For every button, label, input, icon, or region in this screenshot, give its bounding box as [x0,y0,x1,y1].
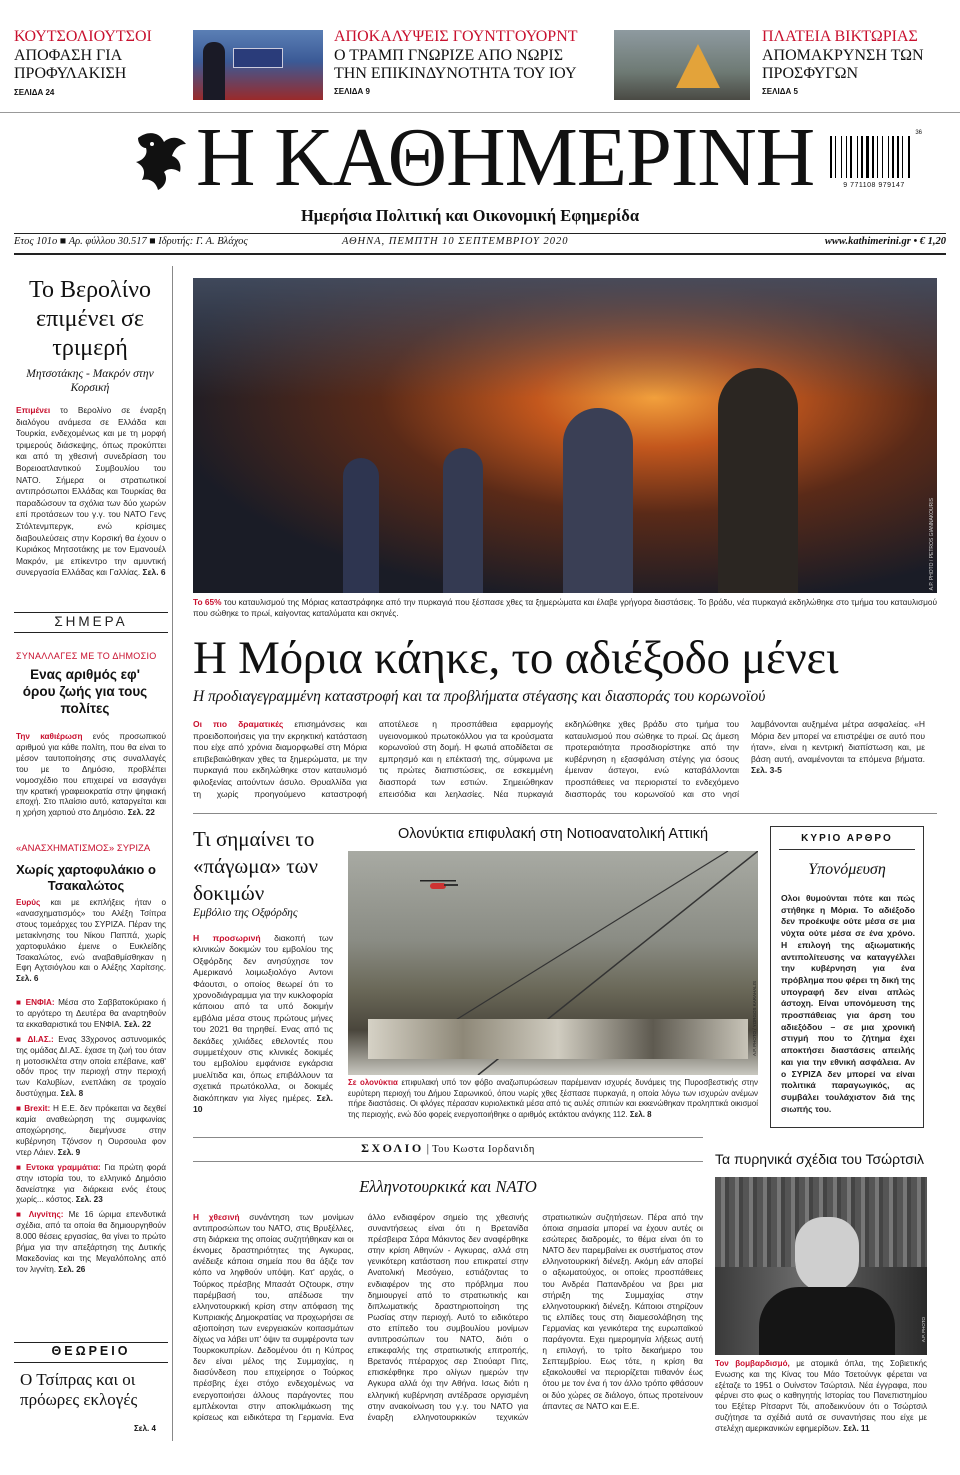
churchill-face [795,1217,859,1293]
brief-text: Η Ε.Ε. δεν πρόκειται να δεχθεί καμία αναθεώρηση της συμφωνίας αποχώρησης, διεμήνυσε στην κυβέρνηση Τζόνσον η Ουρσουλα φον ντερ Λάιεν. [16,1104,166,1157]
churchill-suit [759,1287,895,1355]
churchill-title: Τα πυρηνικά σχέδια του Τσώρτσιλ [715,1151,924,1167]
comment-rule-top [193,1137,703,1138]
brief-ref: Σελ. 9 [55,1147,81,1157]
podium-sign [233,48,283,68]
teaser-3[interactable] [762,28,952,104]
comment-text: συνάντηση των μονίμων αντιπροσώπων του ΝΑΤΟ, στις Βρυξέλλες, στη διάρκεια της οποίας συζητήθηκαν και οι έκνομες δραστηριότητες της Αγκυρας, ανέδειξε κάποια σημεία που θα άξιζε τον κόπο να ληφθούν υπόψη. Κατ' αρχάς, ο Τούρκος πρέσβης Μπασάτ Οζτουρκ, στην παρέμβασή του, απέδωσε την ελληνοτουρκική κρίση στην απόφαση της Κυπριακής Δημοκρατίας να προχωρήσει σε αξιοποίηση των ενεργειακών κοιτασμάτων δίχως να λάβει υπ' όψιν τα συμφέροντα των Τουρκοκυπρίων. Δεδομένου ότι η Κύπρος δεν είναι μέλος της Συμμαχίας, η διασύνδεση που επιχείρησε ο Τούρκος πρέσβης έχει στόχο ενδεχομένως να ενεργοποιήσει άλλους παράγοντες που εμπλέκονται στην αποκλιμάκωση της κρίσεως και ειδικότερα τη Γερμανία. Ενα άλλο ενδιαφέρον σημείο της χθεσινής συναντήσεως είναι ότι η Βρετανίδα πρέσβειρα Σάρα Μάκιντος δεν αναφέρθηκε στην κρίση Αθηνών - Αγκυρας, αλλά στη γενικότερη κατάσταση που επικρατεί στην Ανατολική Μεσόγειο, εστιάζοντας το ενδιαφέρον της στο πρόβλημα που δημιουργεί από το στρατιωτικής και διπλωματικής δραστηριοποίηση της Ρωσίας στην περιοχή. Αυτό το ειδικότερο στο επίπεδο του συμβουλίου μονίμων αντιπροσώπων του ΝΑΤΟ, διότι ο επικεφαλής της στρατιωτικής επιτροπής, Βρετανός πτέραρχος σερ Στιούαρτ Πιτς, επισκέφθηκε προ ολίγων ημερών την Αγκυρα αλλά όχι την Αθήνα. Ισως διότι η ελληνική κυβέρνηση αντέδρασε οργισμένη στην ανακοίνωση του γ.γ. του ΝΑΤΟ για έναρξη ελληνοτουρκικών τεχνικών στρατιωτικών συζητήσεων. Πέρα από την όποια σημασία μπορεί να έχουν αυτές οι εσώτερες διαδρομές, το θέμα είναι ότι το ΝΑΤΟ δεν παρεμβαίνει εκ συστήματος στον ελληνοτουρκική διένεξη. Ακόμη εάν αποβεί ο αξιωματούχος, οι οποίες προσπάθειες του Ανδρέα Παπανδρέου να βρει μια στήριξη της Συμμαχίας στην ελληνοτουρκική διένεξη. Κάποιοι στηρίζουν τις ελπίδες τους στη διαμεσολάβηση της Γερμανίας και γενικότερα της ευρωπαϊκού παράγοντα. Εχει ημερομηνία λήξεως αυτή η επιλογή, το τρίτο δεκαήμερο του Σεπτεμβρίου. Εως τότε, η κρίση θα εξακολουθεί να περιορίζεται πιθανόν έως ότου με τον ένα ή τον άλλο τρόπο φθάσουν οι δύο χώρες σε διάλογο, όπως προτείνουν άπαντες σε ΝΑΤΟ και Ε.Ε. [193,1212,703,1422]
attica-fire-photo [348,851,758,1075]
yellow-tent [676,44,720,88]
griffin-logo-icon [128,128,190,194]
barcode-bar [864,136,865,178]
comment-header [193,1141,703,1161]
teaser-page: ΣΕΛΙΔΑ 24 [14,88,55,97]
main-headline: Η Μόρια κάηκε, το αδιέξοδο μένει [193,632,839,684]
caption-lead: Το 65% [193,597,222,607]
editorial-box [770,826,924,1128]
editorial-label: ΚΥΡΙΟ ΑΡΘΡΟ [801,833,893,844]
comment-label: ΣΧΟΛΙΟ [361,1141,424,1155]
barcode-bar [846,136,847,178]
theory-rule-bottom [14,1362,168,1363]
barcode-bar [888,136,889,178]
s2-title: Χωρίς χαρτοφυλάκιο ο Τσακαλώτος [16,862,156,893]
bullet-icon: ■ [16,1034,28,1044]
fire-lead: Σε ολονύκτια [348,1078,398,1087]
barcode-bar [861,136,863,178]
barcode-bar [870,136,871,178]
s2-body [16,898,166,996]
theory-rule-top [14,1342,168,1343]
main-bottom-rule [193,813,937,814]
teaser-page: ΣΕΛΙΔΑ 5 [762,87,798,96]
teaser-2[interactable] [334,28,584,104]
theory-ref: Σελ. 4 [134,1424,156,1433]
barcode-bar [857,136,858,178]
teaser-kicker: ΠΛΑΤΕΙΑ ΒΙΚΤΩΡΙΑΣ [762,28,918,45]
brief-text: Μέσα στο Σαββατοκύριακο ή το αργότερο τη Δευτέρα θα αναρτηθούν τα εκκαθαριστικά του ΕΝΦΙΑ. [16,998,166,1029]
s1-kicker: ΣΥΝΑΛΛΑΓΕΣ ΜΕ ΤΟ ΔΗΜΟΣΙΟ [16,651,157,661]
refugee-figure [563,408,633,593]
refugees-square-photo [614,30,750,100]
main-subhead: Η προδιαγεγραμμένη καταστροφή και τα προβλήματα στέγασης και διασποράς του κορωνοϊού [193,688,766,705]
brief-ref: Σελ. 8 [58,1089,84,1099]
barcode-bar [892,136,894,178]
dateline-rule-top [14,233,946,234]
fire-caption-text: επιφυλακή υπό τον φόβο αναζωπυρώσεων παρέμειναν ισχυρές δυνάμεις της Πυροσβεστικής στην ευρύτερη περιοχή του Δήμου Σαρωνικού, όπου νωρίς χθες ξέσπασε πυρκαγιά, η οποία λόγω των ισχυρών ανέμων πήρε διαστάσεις. Οι φλόγες πέρασαν κυριολεκτικά μέσα από τις αυλές σπιτιών και εκκενώθηκαν προληπτικά οικισμοί της περιοχής, ενώ δύο φορείς ενεργοποιήθηκε ο αριθμός εκτάκτου ανάγκης 112. [348,1078,758,1119]
vaccine-ref: Σελ. 10 [193,1092,333,1115]
barcode-bar [902,136,903,178]
barcode-bar [900,136,901,178]
teaser-page: ΣΕΛΙΔΑ 9 [334,87,370,96]
barcode [826,132,922,194]
refugee-figure [343,458,379,593]
trump-rally-photo [193,30,323,100]
fire-ref: Σελ. 8 [627,1109,652,1119]
vaccine-lead: Η προσωρινή [193,933,261,943]
barcode-bar [895,136,896,178]
brief-item [16,1104,166,1159]
berlin-body [16,405,166,601]
brief-ref: Σελ. 22 [121,1019,152,1029]
bullet-icon: ■ [16,1162,26,1172]
churchill-photo [715,1177,927,1355]
brief-list [16,998,166,1336]
today-label: ΣΗΜΕΡΑ [54,614,128,629]
teaser-title: ΑΠΟΜΑΚΡΥΝΣΗ ΤΩΝ ΠΡΟΣΦΥΓΩΝ [762,47,924,82]
berlin-text: το Βερολίνο σε έναρξη διαλόγου ανάμεσα σε Ελλάδα και Τουρκία, ενδεχομένως και με τη μορφή τριμερούς διάσκεψης, όπως προκύπτει και από τη χθεσινή συνεδρίαση του Βορειοατλαντικού Συμβουλίου του ΝΑΤΟ. Σήμερα οι στρατιωτικοί αντιπρόσωποι Ελλάδας και Τουρκίας θα παραδώσουν τα σχόλια των δύο χωρών επί προτάσεων του γ.γ. του ΝΑΤΟ Γενς Στόλτενμπεργκ, ενώ κρίσιμες διαβουλεύσεις στην Κορσική θα έχουν ο Κυριάκος Μητσοτάκης με τον Εμανουέλ Μακρόν, με επίκεντρο την αμυντική συνεργασία Ελλάδας και Γαλλίας. [16,405,166,578]
berlin-lead: Επιμένει [16,405,51,415]
teaser-kicker: ΚΟΥΤΣΟΛΙΟΥΤΣΟΙ [14,28,152,45]
bullet-icon: ■ [16,998,26,1007]
brief-item [16,1163,166,1207]
barcode-bar [841,136,842,178]
barcode-number: 9 771108 979147 [843,182,905,189]
brief-lead: Εντοκα γραμμάτια: [25,1162,101,1172]
caption-text: του καταυλισμού της Μόριας καταστράφηκε από την πυρκαγιά που ξέσπασε χθες τα ξημερώματα και έλαβε γρήγορα διαστάσεις. Το βράδυ, νέα πυρκαγιά εκδηλώθηκε στο τμήμα του καταυλισμού που σώθηκε το πρωί, καίγοντας καταλύματα και σκηνές. [193,597,937,618]
s2-kicker: «ΑΝΑΣΧΗΜΑΤΙΣΜΟΣ» ΣΥΡΙΖΑ [16,843,151,854]
berlin-ref: Σελ. 6 [140,567,166,578]
main-text: επισημάνσεις και προειδοποιήσεις για την εκρηκτική κατάσταση που είχε από χρόνια διαμορφωθεί στη Μόρια επιβεβαιώθηκαν χθες τα ξημερώματα, με την πυρκαγιά που εκδηλώθηκε στον καταυλισμό φιλοξενίας αιτούντων άσυλο. Θρυαλλίδα για τη χωρίς προηγούμενο καταστροφή αποτέλεσε η προσπάθεια εφαρμογής υγειονομικού πρωτοκόλλου για τα κρούσματα κορωνοϊού στη δομή. Η φωτιά αποδίδεται σε εμπρησμό και η επέκτασή της, σύμφωνα με τις πρώτες διαπιστώσεις, σε εσκεμμένη διασπορά των εστιών. Σημειώθηκαν επεισόδια και λεηλασίες. Νέα πυρκαγιά εκδηλώθηκε χθες βράδυ στο τμήμα του καταυλισμού που σώθηκε το πρωί. Ως άμεση προτεραιότητα προσδιορίστηκε από την κυβέρνηση η εξασφάλιση στέγης για όσους έμειναν άστεγοι, ενώ καταβάλλονται προσπάθειες να περιοριστεί το ενδεχόμενο διασποράς του κορωνοϊού και στο νησί λαμβάνονται αυξημένα μέτρα ασφαλείας. «Η Μόρια δεν μπορεί να επιστρέψει σε αυτό που ήταν», είναι η κεντρική διαπίστωση και, με βάση αυτή, αναμένονται τα επόμενα βήματα. [193,719,925,799]
barcode-bar [875,136,876,178]
editorial-title: Υπονόμευση [808,861,886,878]
theory-title: Ο Τσίπρας και οι πρόωρες εκλογές [20,1370,138,1409]
bullet-icon: ■ [16,1210,29,1220]
churchill-credit: A.P. PHOTO [921,1317,926,1343]
editorial-body: Ολοι θυμούνται πότε και πώς στήθηκε η Μόρια. Το αδιέξοδο δεν προέκυψε ούτε μέσα σε μια νύχτα ούτε μέσα σε ένα χρόνο. Η επιλογή της αξιωματικής αντιπολίτευσης να καταγγέλλει την κυβέρνηση για ένα πρόβλημα που φέρει τη δική της υπογραφή δεν είναι απλώς άστοχη. Είναι υπονόμευση της προσπάθειας για άρση του αδιεξόδου – σε μια χρονική στιγμή που το ζήτημα έχει αποκτήσει διαστάσεις απειλής και για την εθνική ασφάλεια. Αν ο ΣΥΡΙΖΑ δεν μπορεί να είναι πολιτικά παραγωγικός, ας συμβάλει τουλάχιστον διά της σιωπής του. [781,893,915,1114]
refugee-figure [718,368,798,593]
brief-lead: ΔΙ.ΑΣ.: [27,1034,54,1044]
barcode-bar [908,136,910,178]
barcode-bar [879,136,881,178]
masthead-subtitle: Ημερήσια Πολιτική και Οικονομική Εφημερίδα [300,206,640,225]
comment-rule-bottom [193,1161,703,1162]
vaccine-text: διακοπή των κλινικών δοκιμών του εμβολίου της Οξφόρδης δεν ανησύχησε τον Αμερικανό λοιμωξιολόγο Αντονι Φάουτσι, ο οποίος θεωρεί ότι το χρονοδιάγραμμα για την κυκλοφορία κάποιου από τα υπό δοκιμήν εμβόλια μέσα στους πρώτους μήνες του 2021 θα τηρηθεί. Ενας από τις δεκάδες χιλιάδες εθελοντές που συμμετέχουν στις κλινικές δοκιμές του εμβολίου εμφάνισε εγκάρσια μυελίτιδα και, όπως επιβάλλουν τα σχετικά πρωτόκολλα, οι δοκιμές διακόπηκαν για λίγες ημέρες. [193,933,333,1103]
comment-author: Του Κωστα Ιορδανιδη [432,1144,535,1155]
vaccine-title: Τι σημαίνει το «πάγωμα» των δοκιμών [193,827,318,905]
barcode-bar [850,136,852,178]
s2-ref: Σελ. 6 [16,974,39,984]
s2-text: και με εκπλήξεις ήταν ο «ανασχηματισμός» του Αλέξη Τσίπρα στους τομεάρχες του ΣΥΡΙΖΑ. Πέραν της μετακίνησης του Νίκου Παππά, χωρίς χαρτοφυλάκιο έμεινε ο Ευκλείδης Τσακαλώτος, ενώ αναβαθμίσθηκαν η Εφη Αχτσιόγλου και ο Αλέξης Χαρίτσης. [16,898,166,973]
photo-credit: A.P. PHOTO / PETROS GIANNAKOURIS [929,498,935,591]
comment-title: Ελληνοτουρκικά και ΝΑΤΟ [359,1177,537,1196]
dateline-rule-bottom [14,253,946,255]
s1-text: ενός προσωπικού αριθμού για κάθε πολίτη, που θα είναι το μέσον ταυτοποίησης στις συναλλαγές του με το Δημόσιο, προβλέπει νομοσχέδιο που επιχειρεί να εισαγάγει την κρατική γραφειοκρατία στην ψηφιακή εποχή. Στο πλαίσιο αυτό, καταργείται και η χρήση χαρτιού στο Δημόσιο. [16,732,166,818]
teaser-1[interactable] [14,28,182,104]
bullet-icon: ■ [16,1104,25,1114]
houses [368,1019,748,1059]
churchill-body [715,1359,927,1437]
today-rule-top [14,612,168,613]
theory-label: ΘΕΩΡΕΙΟ [51,1344,131,1358]
brief-lead: Λιγνίτης: [28,1210,64,1220]
comment-sep: | [423,1141,433,1155]
s1-title: Ενας αριθμός εφ' όρου ζωής για τους πολίτες [22,667,148,716]
brief-item [16,1210,166,1275]
fire-title: Ολονύκτια επιφυλακή στη Νοτιοανατολική Αττική [397,826,709,842]
teaser-title: ΑΠΟΦΑΣΗ ΓΙΑ ΠΡΟΦΥΛΑΚΙΣΗ [14,47,127,82]
s2-lead: Ευρύς [16,898,41,907]
brief-text: Ενας 33χρονος αστυνομικός της ομάδας ΔΙ.ΑΣ. έχασε τη ζωή του όταν η μοτοσικλέτα στην οποία επέβαινε, καθ' οδόν προς την περιοχή στην περιοχή των Καλυβίων, ενεπλάκη σε τροχαίο δυστύχημα. [16,1034,166,1099]
refugee-figure [443,448,483,593]
teaser-title: Ο ΤΡΑΜΠ ΓΝΩΡΙΖΕ ΑΠΟ ΝΩΡΙΣ ΤΗΝ ΕΠΙΚΙΝΔΥΝΟΤΗΤΑ ΤΟΥ ΙΟΥ [334,47,577,82]
comment-body [193,1212,703,1443]
main-ref: Σελ. 3-5 [751,765,782,776]
brief-ref: Σελ. 23 [73,1195,103,1205]
vaccine-sub: Εμβόλιο της Οξφόρδης [193,907,298,919]
main-caption [193,597,937,621]
main-lead: Οι πιο δραματικές [193,719,284,729]
speaker-figure [203,42,225,100]
fire-credit: A.P. PHOTO / YORGOS KARAHALIS [752,981,757,1057]
teaser-kicker: ΑΠΟΚΑΛΥΨΕΙΣ ΓΟΥΝΤΓΟΥΟΡΝΤ [334,28,578,45]
barcode-bar [897,136,899,178]
smoke-cloud [193,278,937,398]
barcode-bar [877,136,878,178]
brief-ref: Σελ. 26 [56,1264,86,1274]
churchill-text: με ατομικά όπλα, της Σοβιετικής Ενωσης και της Κίνας του Μάο Τσετούνγκ φέρεται να εξέταζε το 1951 ο Ουίνστον Τσώρτσιλ. Νέα έγγραφα, που φέρνει στο φως ο καθηγητής Ιστορίας του Πανεπιστημίου του Εξέτερ Ρίτσαρντ Τόι, αποδεικνύουν ότι ο Τσώρτσιλ συζήτησε τα σχέδιά αυτά σε συναντήσεις που είχε με στελέχη αμερικανικών εφημερίδων. [715,1359,927,1433]
today-rule-bottom [14,632,168,633]
brief-item [16,998,166,1031]
barcode-bar [837,136,840,178]
brief-lead: ΕΝΦΙΑ: [25,998,55,1007]
barcode-bar [848,136,849,178]
barcode-bar [843,136,845,178]
berlin-title: Το Βερολίνο επιμένει σε τριμερή [28,277,151,361]
vaccine-body [193,933,333,1131]
barcode-bar [830,136,832,178]
brief-text: Με 16 ώριμα επενδυτικά σχέδια, από τα οποία θα δημιουργηθούν 8.000 θέσεις εργασίας, θα γίνει το πρώτο βήμα για την απεξάρτηση της Δυτικής Μακεδονίας και της Μεγαλόπολης από τον λιγνίτη. [16,1210,166,1274]
barcode-bar [882,136,883,178]
barcode-bar [833,136,834,178]
churchill-ref: Σελ. 11 [841,1423,870,1433]
barcode-bar [859,136,860,178]
s1-body [16,732,166,832]
brief-item [16,1035,166,1100]
dateline-center: ΑΘΗΝΑ, ΠΕΜΠΤΗ 10 ΣΕΠΤΕΜΒΡΙΟΥ 2020 [342,236,569,247]
barcode-bars [830,136,918,178]
masthead-title: Η ΚΑΘΗΜΕΡΙΝΗ [196,111,815,204]
brief-lead: Brexit: [24,1104,51,1114]
brief-text: Για πρώτη φορά στην ιστορία του, το ελληνικό Δημόσιο δανείστηκε για διάρκεια ενός έτους χωρίς... κόστος. [16,1162,166,1205]
barcode-bar [835,136,836,178]
s1-ref: Σελ. 22 [125,808,155,818]
barcode-bar [853,136,856,178]
barcode-bar [911,136,912,178]
barcode-top: 36 [915,130,922,136]
comment-lead: Η χθεσινή [193,1212,240,1222]
fire-caption [348,1078,758,1122]
barcode-bar [872,136,874,178]
barcode-bar [884,136,887,178]
berlin-sub: Μητσοτάκης - Μακρόν στην Κορσική [26,368,154,394]
main-article [193,719,925,803]
barcode-bar [866,136,869,178]
barcode-bar [904,136,907,178]
dateline-left: Ετος 101ο ■ Αρ. φύλλου 30.517 ■ Ιδρυτής: Γ. Α. Βλάχος [14,236,248,247]
moria-fire-photo [193,278,937,593]
barcode-bar [890,136,891,178]
churchill-lead: Τον βομβαρδισμό, [715,1359,790,1368]
dateline-right: www.kathimerini.gr • € 1,20 [824,236,946,247]
s1-lead: Την καθιέρωση [16,732,83,741]
left-column-divider [172,266,173,1441]
dateline [14,236,946,252]
